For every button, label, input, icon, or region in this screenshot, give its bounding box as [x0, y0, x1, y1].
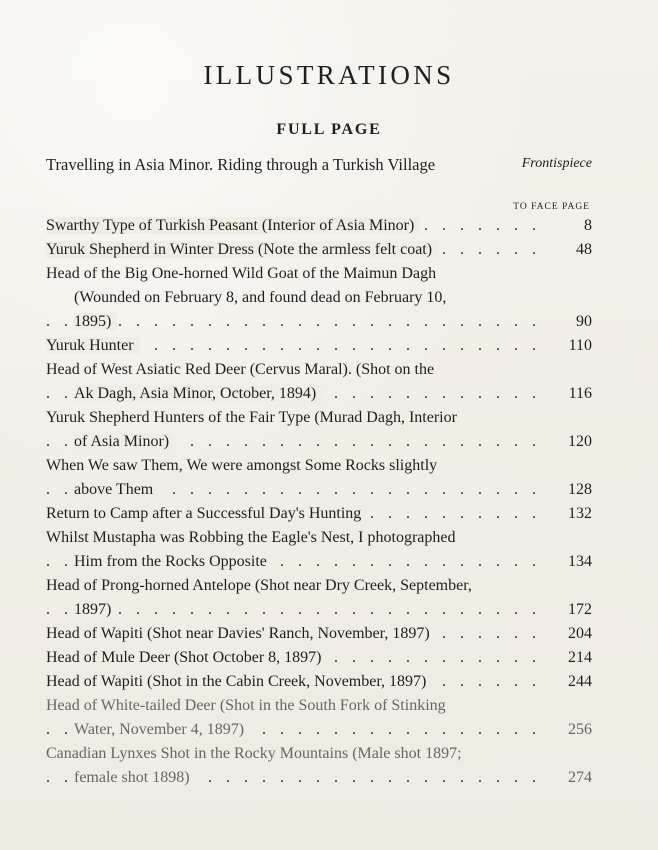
entry-line: [46, 238, 592, 262]
entry-text: Swarthy Type of Turkish Peasant (Interior of Asia Minor): [46, 217, 420, 234]
entry-text: above Them: [74, 481, 159, 498]
entry-text: female shot 1898): [74, 769, 196, 786]
entry-text: Head of West Asiatic Red Deer (Cervus Maral). (Shot on the: [46, 361, 435, 378]
list-item: [46, 502, 592, 526]
entry-page-number: 128: [568, 481, 592, 498]
entry-line: [46, 766, 592, 790]
entry-page-number: 204: [568, 625, 592, 642]
entry-text: When We saw Them, We were amongst Some Rocks slightly: [46, 457, 438, 474]
entry-line: [46, 214, 592, 238]
entry-text: Him from the Rocks Opposite: [74, 553, 273, 570]
entry-text: of Asia Minor): [74, 433, 175, 450]
entry-line: [46, 598, 592, 622]
entry-page-number: 134: [568, 553, 592, 570]
frontispiece-page-ref: Frontispiece: [521, 156, 592, 171]
entry-text: 1895): [74, 313, 117, 330]
entry-text: Head of Wapiti (Shot near Davies' Ranch, November, 1897): [46, 625, 436, 642]
entry-text: (Wounded on February 8, and found dead on February 10,: [74, 289, 447, 306]
entry-line: [46, 430, 592, 454]
entry-line: [46, 502, 592, 526]
section-heading-full-page: FULL PAGE: [276, 121, 382, 138]
entry-line: [46, 358, 592, 382]
page-title: ILLUSTRATIONS: [203, 60, 455, 90]
entry-line: [46, 310, 592, 334]
entry-line: [46, 526, 592, 550]
entry-page-number: 90: [576, 313, 592, 330]
list-item: [46, 406, 592, 454]
entry-line: [46, 718, 592, 742]
list-item: [46, 454, 592, 502]
entry-page-number: 244: [568, 673, 592, 690]
frontispiece-entry: [46, 155, 592, 177]
list-item: [46, 694, 592, 742]
entry-text: Yuruk Hunter: [46, 337, 140, 354]
list-item: [46, 334, 592, 358]
list-item: [46, 574, 592, 622]
list-item: [46, 622, 592, 646]
illustrations-list: [46, 214, 592, 790]
list-item: [46, 646, 592, 670]
entry-text: Head of Wapiti (Shot in the Cabin Creek, November, 1897): [46, 673, 432, 690]
entry-text: Canadian Lynxes Shot in the Rocky Mountains (Male shot 1897;: [46, 745, 462, 762]
list-item: [46, 238, 592, 262]
column-heading-to-face-page: TO FACE PAGE: [513, 202, 590, 212]
entry-text: Yuruk Shepherd Hunters of the Fair Type (Murad Dagh, Interior: [46, 409, 457, 426]
list-item: [46, 358, 592, 406]
entry-page-number: 132: [568, 505, 592, 522]
entry-line: [46, 478, 592, 502]
entry-line: [46, 382, 592, 406]
entry-line: [46, 550, 592, 574]
entry-text: Head of Prong-horned Antelope (Shot near Dry Creek, September,: [46, 577, 472, 594]
entry-text: Water, November 4, 1897): [74, 721, 250, 738]
entry-line: [46, 694, 592, 718]
entry-line: [46, 742, 592, 766]
entry-page-number: 214: [568, 649, 592, 666]
entry-line: [46, 574, 592, 598]
list-item: [46, 214, 592, 238]
entry-text: Head of the Big One-horned Wild Goat of the Maimun Dagh: [46, 265, 437, 282]
frontispiece-caption: Travelling in Asia Minor. Riding through a Turkish Village: [46, 155, 436, 174]
entry-page-number: 8: [584, 217, 592, 234]
entry-text: Head of White-tailed Deer (Shot in the South Fork of Stinking: [46, 697, 446, 714]
entry-text: Head of Mule Deer (Shot October 8, 1897): [46, 649, 327, 666]
entry-line: [46, 646, 592, 670]
entry-page-number: 274: [568, 769, 592, 786]
entry-text: Ak Dagh, Asia Minor, October, 1894): [74, 385, 322, 402]
entry-page-number: 172: [568, 601, 592, 618]
entry-line: [46, 262, 592, 286]
list-item: [46, 262, 592, 334]
list-item: [46, 526, 592, 574]
entry-line: [46, 454, 592, 478]
entry-text: Return to Camp after a Successful Day's Hunting: [46, 505, 367, 522]
entry-page-number: 256: [568, 721, 592, 738]
entry-page-number: 48: [576, 241, 592, 258]
entry-line: [46, 286, 592, 310]
entry-page-number: 120: [568, 433, 592, 450]
entry-text: 1897): [74, 601, 117, 618]
entry-line: [46, 406, 592, 430]
entry-page-number: 116: [568, 385, 592, 402]
entry-line: [46, 670, 592, 694]
entry-page-number: 110: [568, 337, 592, 354]
entry-line: [46, 334, 592, 358]
list-item: [46, 670, 592, 694]
list-item: [46, 742, 592, 790]
entry-text: Yuruk Shepherd in Winter Dress (Note the armless felt coat): [46, 241, 438, 258]
entry-text: Whilst Mustapha was Robbing the Eagle's Nest, I photographed: [46, 529, 456, 546]
entry-line: [46, 622, 592, 646]
